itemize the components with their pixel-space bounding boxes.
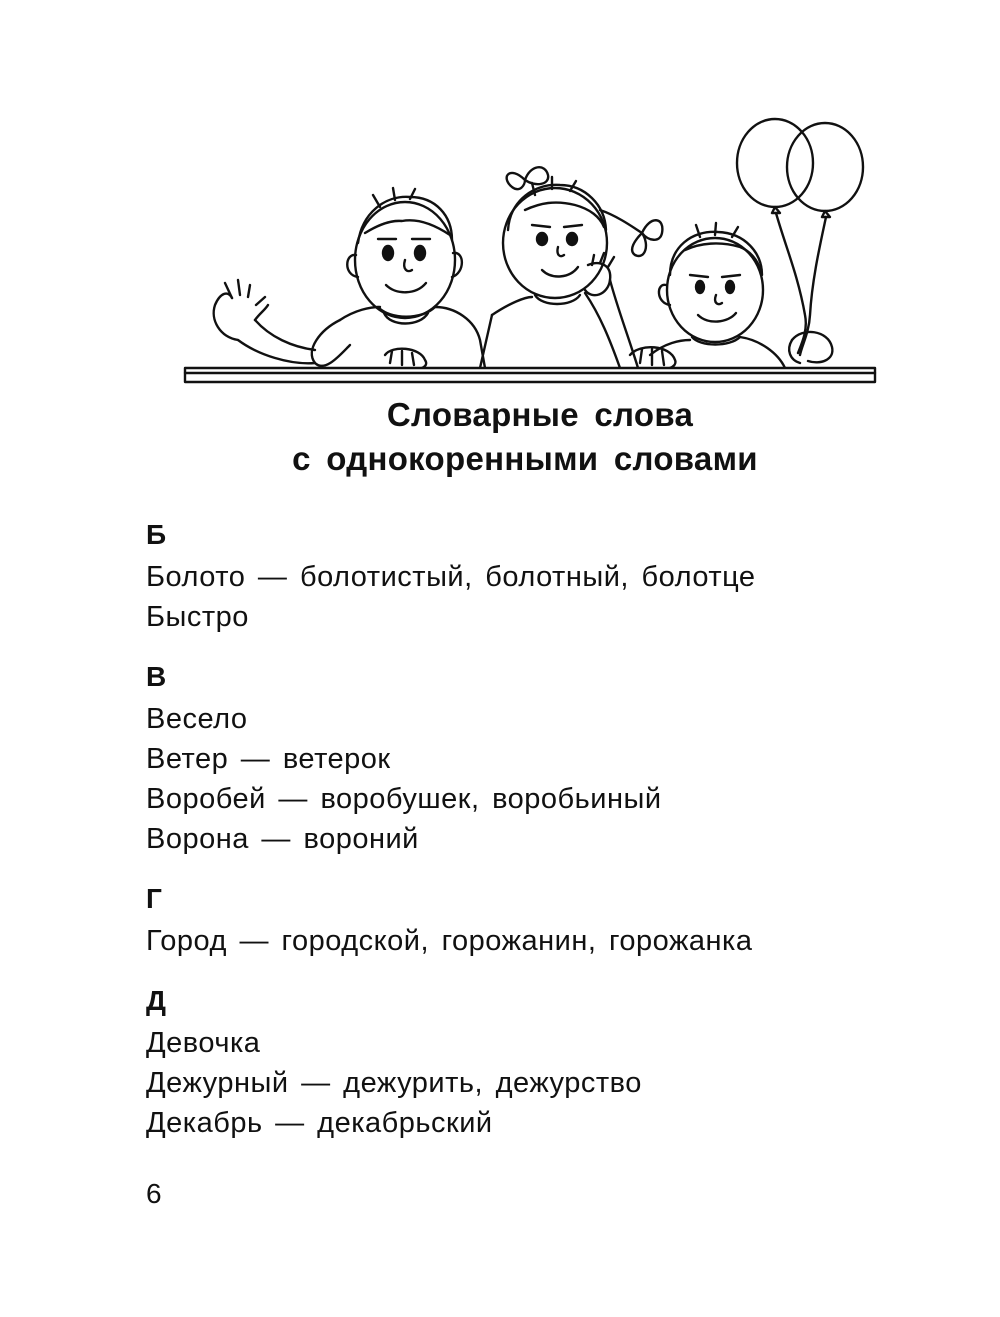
section-letter: Д <box>146 985 166 1016</box>
section-g <box>146 881 946 961</box>
word-entry: Город — городской, горожанин, горожанка <box>146 925 753 957</box>
word-entry: Весело <box>146 703 248 735</box>
children-illustration <box>180 115 880 390</box>
word-entry: Воробей — воробушек, воробьиный <box>146 783 662 815</box>
section-v <box>146 659 946 859</box>
title-line-2: с однокоренными словами <box>292 440 758 477</box>
boy-left-figure <box>214 188 485 370</box>
section-b <box>146 517 946 637</box>
girl-figure <box>480 167 662 368</box>
section-letter: В <box>146 661 167 692</box>
word-list <box>146 517 946 1165</box>
word-entry: Ветер — ветерок <box>146 743 391 775</box>
page-title <box>0 393 1000 481</box>
word-entry: Ворона — вороний <box>146 823 419 855</box>
section-d <box>146 983 946 1143</box>
section-letter: Б <box>146 519 167 550</box>
bench <box>185 368 875 382</box>
word-entry: Быстро <box>146 601 249 633</box>
boy-right-figure <box>630 223 785 370</box>
section-letter: Г <box>146 883 162 914</box>
word-entry: Болото — болотистый, болотный, болотце <box>146 561 756 593</box>
balloons <box>737 119 863 363</box>
title-line-1: Словарные слова <box>386 396 694 433</box>
page-number: 6 <box>146 1178 162 1209</box>
word-entry: Дежурный — дежурить, дежурство <box>146 1067 642 1099</box>
word-entry: Декабрь — декабрьский <box>146 1107 493 1139</box>
word-entry: Девочка <box>146 1027 261 1059</box>
